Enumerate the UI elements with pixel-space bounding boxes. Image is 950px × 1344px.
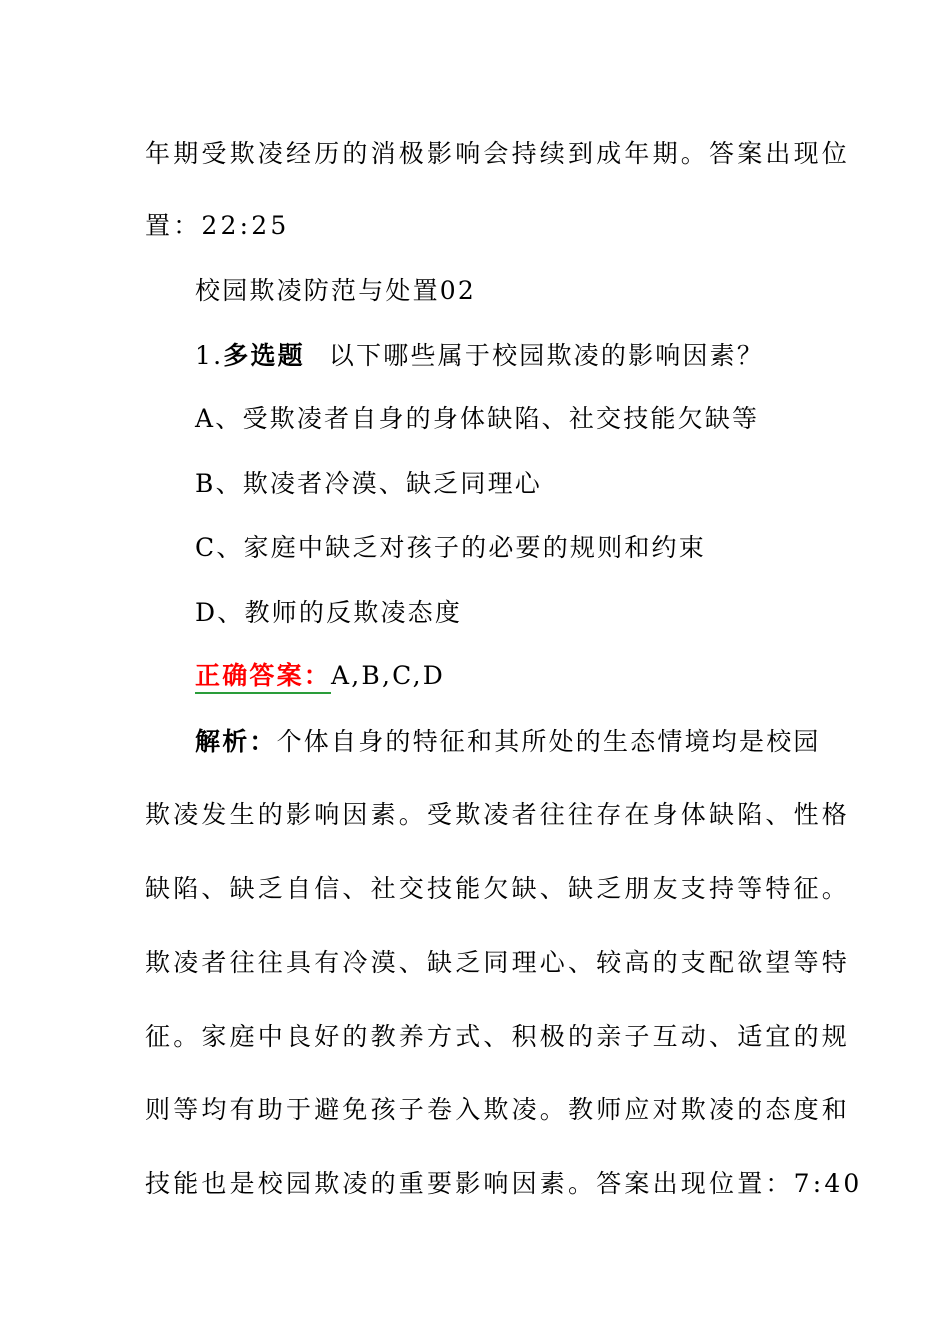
analysis-line-5: 征。家庭中良好的教养方式、积极的亲子互动、适宜的规 — [145, 1022, 851, 1051]
option-b: B、欺凌者冷漠、缺乏同理心 — [195, 469, 542, 498]
analysis-line-2: 欺凌发生的影响因素。受欺凌者往往存在身体缺陷、性格 — [145, 800, 851, 829]
question-number: 1. — [195, 341, 224, 370]
analysis-line-1 — [195, 726, 821, 758]
option-c: C、家庭中缺乏对孩子的必要的规则和约束 — [195, 533, 706, 562]
analysis-label: 解析： — [195, 727, 277, 756]
analysis-line-3: 缺陷、缺乏自信、社交技能欠缺、缺乏朋友支持等特征。 — [145, 874, 851, 903]
section-title: 校园欺凌防范与处置02 — [195, 276, 477, 305]
analysis-line-7: 技能也是校园欺凌的重要影响因素。答案出现位置：7:40 — [145, 1169, 863, 1198]
analysis-line-4: 欺凌者往往具有冷漠、缺乏同理心、较高的支配欲望等特 — [145, 948, 851, 977]
intro-line-2: 置：22:25 — [145, 211, 290, 240]
analysis-text: 个体自身的特征和其所处的生态情境均是校园 — [276, 727, 821, 756]
correct-answer-label: 正确答案： — [195, 661, 331, 694]
correct-answer — [195, 660, 445, 692]
question-type: 多选题 — [223, 341, 305, 370]
correct-answer-value: A,B,C,D — [331, 661, 445, 690]
intro-line-1: 年期受欺凌经历的消极影响会持续到成年期。答案出现位 — [145, 139, 851, 168]
option-a: A、受欺凌者自身的身体缺陷、社交技能欠缺等 — [195, 404, 760, 433]
question-stem: 以下哪些属于校园欺凌的影响因素？ — [328, 341, 765, 370]
option-d: D、教师的反欺凌态度 — [195, 598, 463, 627]
question-heading — [195, 340, 764, 372]
analysis-line-6: 则等均有助于避免孩子卷入欺凌。教师应对欺凌的态度和 — [145, 1095, 851, 1124]
